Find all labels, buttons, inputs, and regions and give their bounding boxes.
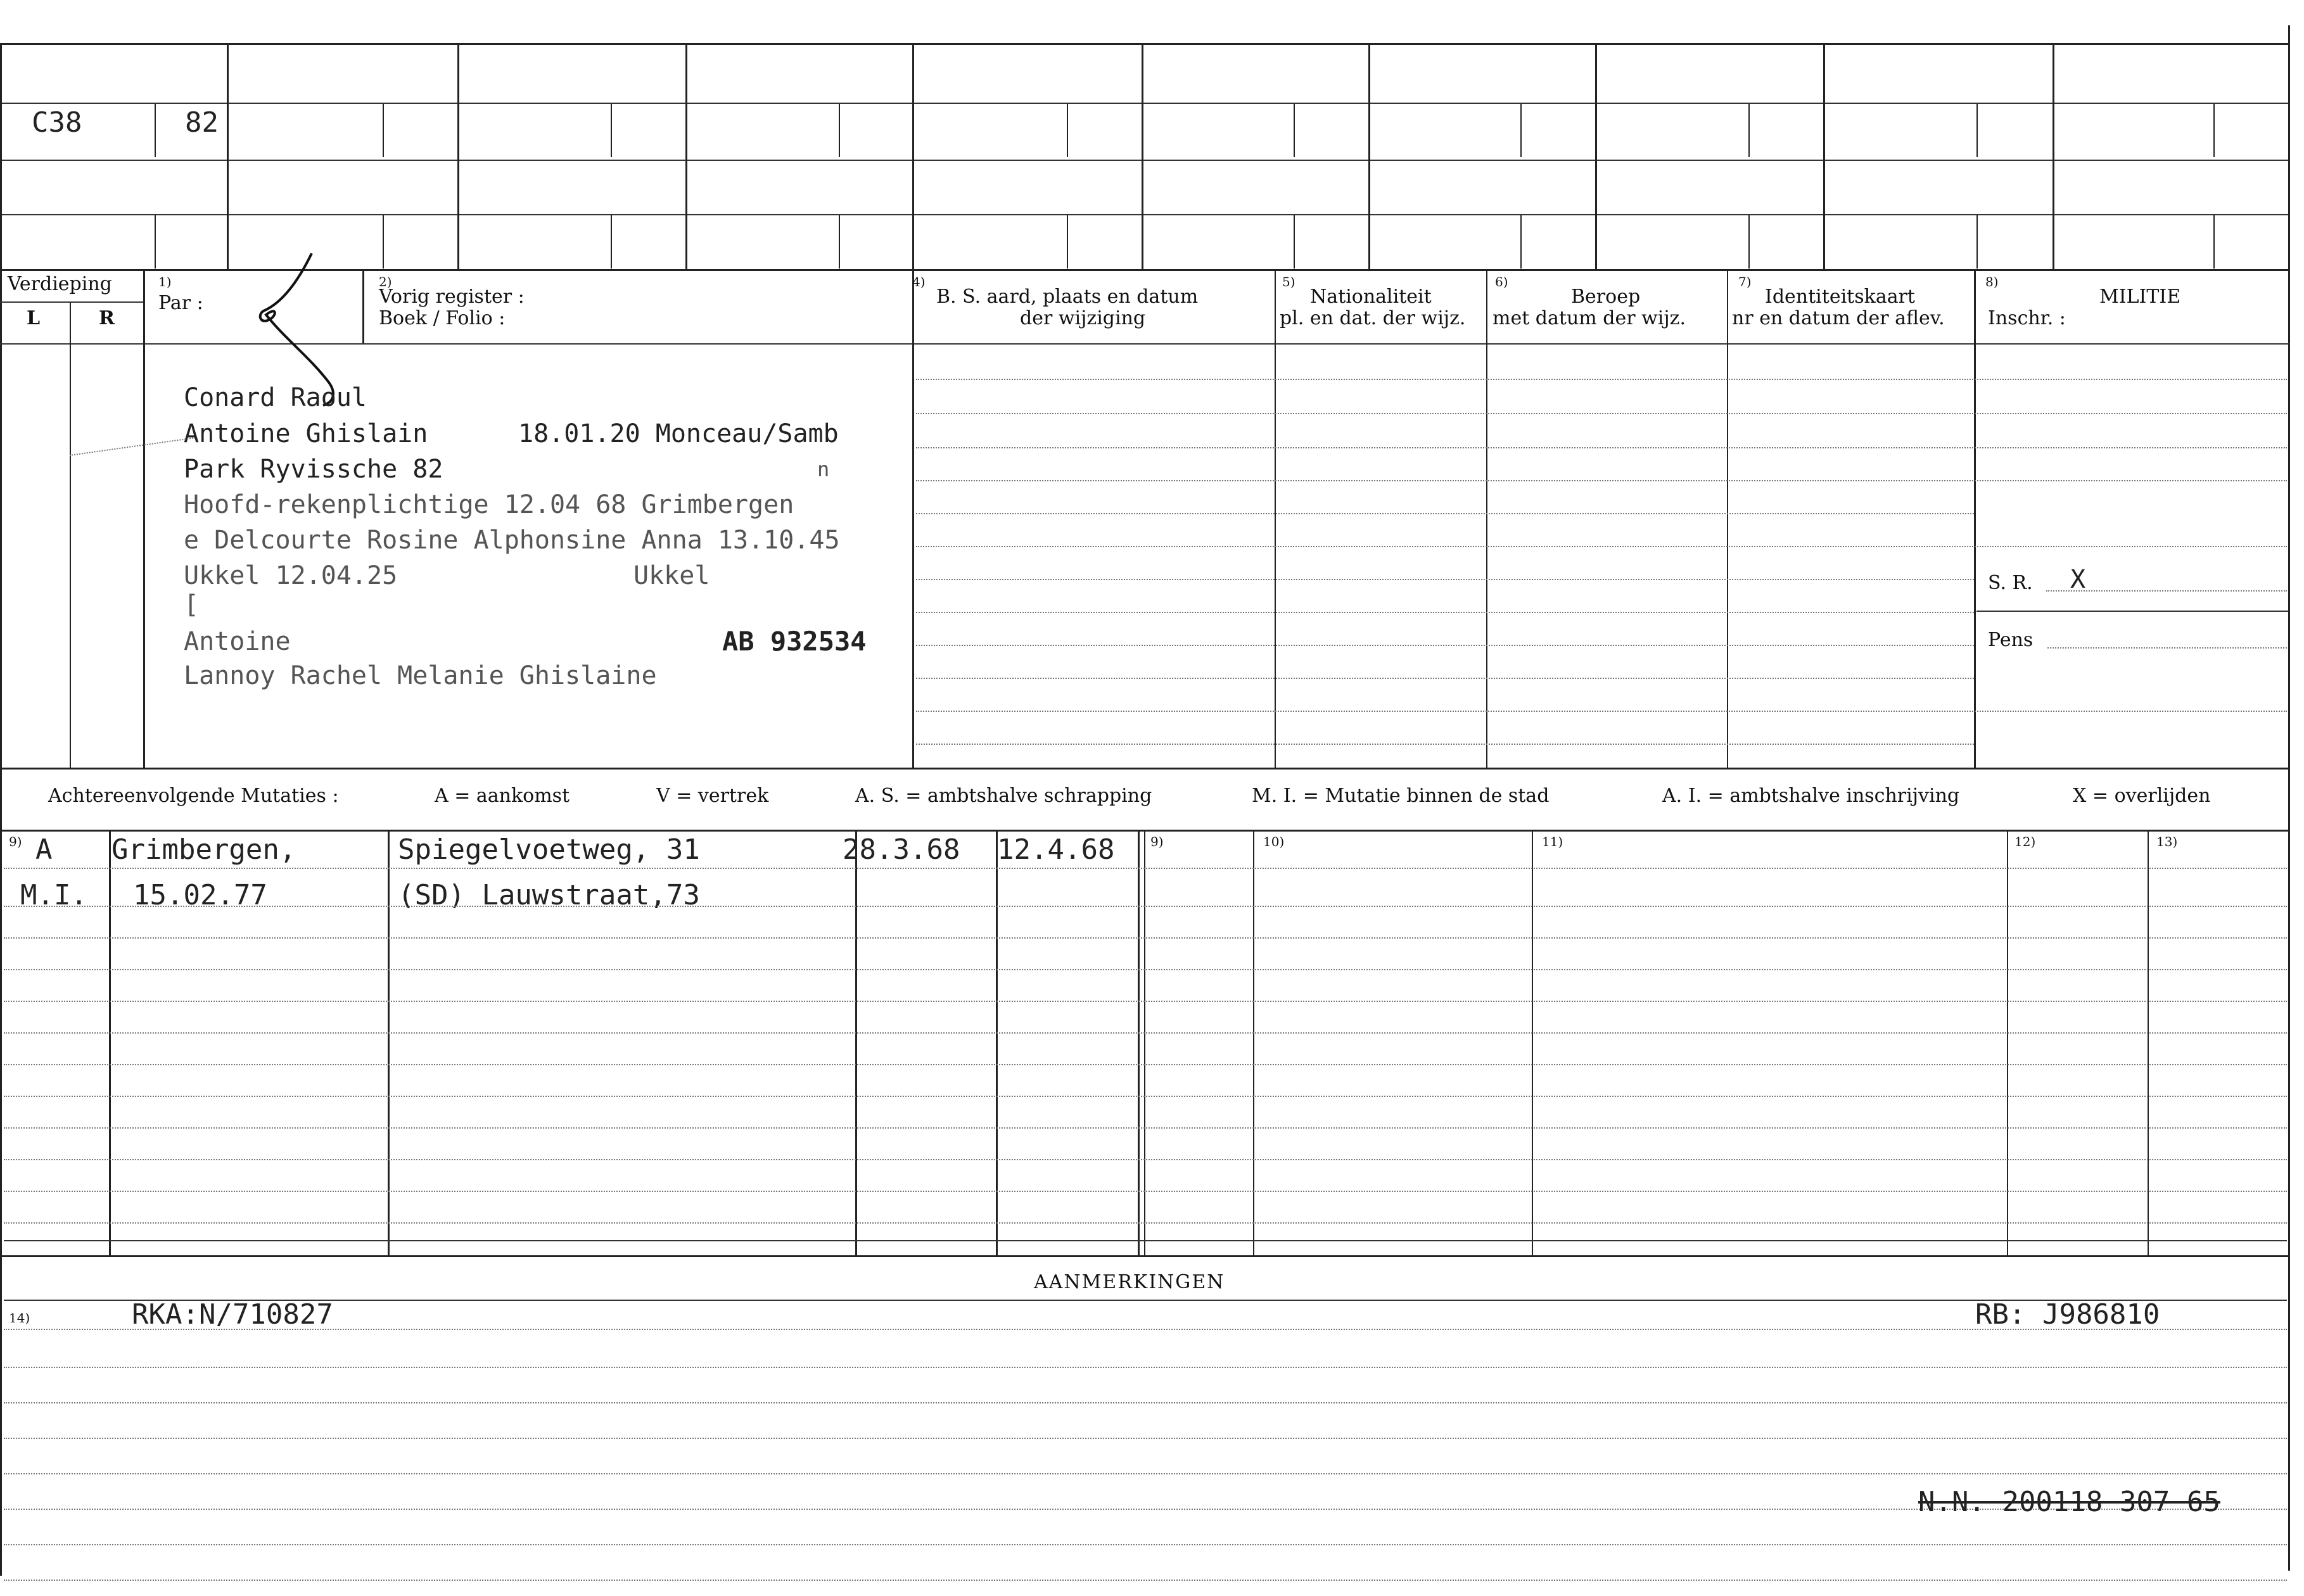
mutation-2-type: M.I.: [20, 879, 87, 911]
sr-mark: X: [2070, 565, 2086, 594]
identiteitskaart-label-2: nr en datum der aflev.: [1732, 307, 1945, 329]
person-marriage-place: Ukkel: [633, 561, 710, 590]
legend-arrival: A = aankomst: [435, 785, 570, 807]
person-given-names: Antoine Ghislain: [184, 419, 428, 448]
person-surname: Conard Raoul: [184, 383, 367, 412]
mutation-2-date: 15.02.77: [133, 879, 267, 911]
person-spouse: e Delcourte Rosine Alphonsine Anna 13.10.45: [184, 526, 840, 555]
mutation-1-address: Spiegelvoetweg, 31: [398, 833, 700, 866]
person-occupation: Hoofd-rekenplichtige 12.04 68 Grimbergen: [184, 490, 794, 519]
note-7: 7): [1738, 274, 1752, 289]
beroep-label-2: met datum der wijz.: [1493, 307, 1686, 329]
remarks-title: AANMERKINGEN: [1034, 1271, 1225, 1293]
address-mark: n: [817, 457, 830, 481]
remarks-rb: RB: J986810: [1975, 1298, 2160, 1331]
boek-folio-label: Boek / Folio :: [379, 307, 506, 329]
col-note-9b: 9): [1150, 834, 1164, 849]
col-note-9: 9): [9, 834, 22, 849]
nationaliteit-label-2: pl. en dat. der wijz.: [1280, 307, 1466, 329]
legend-departure: V = vertrek: [656, 785, 769, 807]
note-6: 6): [1495, 274, 1508, 289]
mutation-1-type: A: [35, 833, 53, 866]
militie-label: MILITIE: [2099, 286, 2181, 308]
nationaliteit-label-1: Nationaliteit: [1310, 286, 1432, 308]
remarks-rka: RKA:N/710827: [132, 1298, 333, 1331]
register-code: C38: [32, 106, 82, 139]
sr-label: S. R.: [1988, 572, 2033, 594]
col-note-11: 11): [1542, 834, 1563, 849]
mutation-1-date-2: 12.4.68: [997, 833, 1115, 866]
mutation-1-date-1: 28.3.68: [843, 833, 960, 866]
bs-label-1: B. S. aard, plaats en datum: [936, 286, 1199, 308]
person-marriage: Ukkel 12.04.25: [184, 561, 398, 590]
person-mother: Lannoy Rachel Melanie Ghislaine: [184, 661, 657, 690]
note-2: 2): [379, 274, 392, 289]
legend-registration: A. I. = ambtshalve inschrijving: [1662, 785, 1960, 807]
legend-strike-off: A. S. = ambtshalve schrapping: [855, 785, 1152, 807]
pens-label: Pens: [1988, 629, 2034, 651]
mutation-1-place: Grimbergen,: [111, 833, 296, 866]
person-line-mark: [: [184, 590, 200, 619]
col-note-10: 10): [1263, 834, 1285, 849]
par-label: Par :: [158, 292, 203, 314]
note-4: 4): [912, 274, 926, 289]
right-label: R: [99, 307, 115, 329]
vorig-register-label: Vorig register :: [379, 286, 525, 308]
register-number: 82: [185, 106, 219, 139]
legend-death: X = overlijden: [2073, 785, 2211, 807]
note-1: 1): [158, 274, 172, 289]
person-address: Park Ryvissche 82: [184, 455, 443, 484]
beroep-label-1: Beroep: [1571, 286, 1641, 308]
person-birth: 18.01.20 Monceau/Samb: [518, 419, 839, 448]
identiteitskaart-label-1: Identiteitskaart: [1765, 286, 1915, 308]
col-note-12: 12): [2014, 834, 2036, 849]
verdieping-label: Verdieping: [8, 273, 112, 295]
id-number: AB 932534: [722, 626, 867, 657]
left-label: L: [27, 307, 41, 329]
note-5: 5): [1282, 274, 1295, 289]
person-father: Antoine: [184, 627, 291, 656]
note-8: 8): [1985, 274, 1999, 289]
mutation-2-address: (SD) Lauwstraat,73: [398, 879, 700, 911]
remarks-note-14: 14): [9, 1310, 30, 1326]
col-note-13: 13): [2156, 834, 2178, 849]
legend-internal-move: M. I. = Mutatie binnen de stad: [1252, 785, 1550, 807]
national-number: N.N. 200118 307 65: [1918, 1486, 2220, 1518]
inschr-label: Inschr. :: [1988, 307, 2066, 329]
legend-title: Achtereenvolgende Mutaties :: [48, 785, 339, 807]
bs-label-2: der wijziging: [1020, 307, 1146, 329]
